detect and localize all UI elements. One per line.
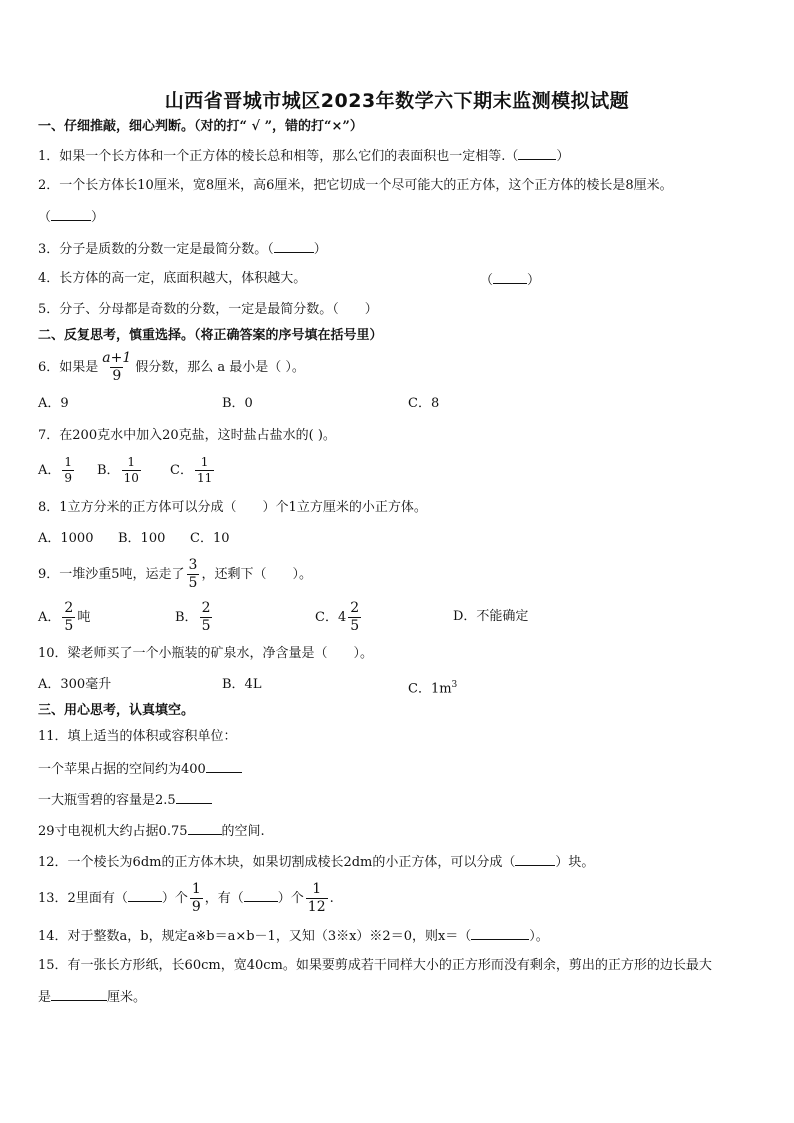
answer-blank[interactable] (274, 239, 314, 253)
question-5: 5．分子、分母都是奇数的分数，一定是最简分数。（ ） (38, 302, 378, 317)
answer-blank[interactable] (493, 270, 527, 284)
section-3-heading: 三、用心思考，认真填空。 (38, 703, 195, 718)
section-2-heading: 二、反复思考，慎重选择。（将正确答案的序号填在括号里） (38, 328, 383, 343)
q9-option-d[interactable]: D．不能确定 (453, 609, 529, 624)
q10-option-b[interactable]: B．4L (222, 677, 262, 692)
fraction: $\frac{2}{5}$ (350, 600, 360, 634)
answer-blank[interactable] (176, 790, 212, 804)
question-2-answer: （ ） (38, 207, 104, 227)
question-3: 3．分子是质数的分数一定是最简分数。（ ） (38, 239, 327, 259)
question-8: 8．1立方分米的正方体可以分成（ ）个1立方厘米的小正方体。 (38, 500, 427, 515)
question-2: 2．一个长方体长10厘米，宽8厘米，高6厘米，把它切成一个尽可能大的正方体，这个正方体的棱长是8厘米。 (38, 178, 673, 193)
question-9: 9．一堆沙重5吨，运走了 $\frac{3}{5}$ ，还剩下（ ）。 (38, 557, 312, 591)
answer-blank[interactable] (471, 926, 529, 940)
section-1-heading: 一、仔细推敲，细心判断。（对的打“ √ ”，错的打“×”） (38, 119, 363, 134)
q8-option-a[interactable]: A．1000 (38, 531, 94, 546)
answer-blank[interactable] (244, 888, 278, 902)
question-15: 15．有一张长方形纸，长60cm，宽40cm。如果要剪成若干同样大小的正方形而没有剩余，剪出的正方形的边长最大 (38, 958, 712, 973)
fraction: $\frac{1}{9}$ (191, 881, 201, 915)
answer-blank[interactable] (51, 207, 91, 221)
q9-option-c[interactable]: C．4 $\frac{2}{5}$ (315, 600, 360, 634)
answer-blank[interactable] (518, 146, 556, 160)
fraction: $\frac{1}{9}$ (64, 455, 73, 485)
q7-option-a[interactable]: A． $\frac{1}{9}$ (38, 455, 73, 485)
q7-option-b[interactable]: B． $\frac{1}{10}$ (97, 455, 139, 485)
fraction: $\frac{1}{12}$ (307, 881, 326, 915)
page-title: 山西省晋城市城区2023年数学六下期末监测模拟试题 (164, 90, 630, 112)
question-6: 6．如果是 $\frac{a+1}{9}$ 假分数，那么 a 最小是（ ）。 (38, 350, 305, 384)
question-11: 11．填上适当的体积或容积单位： (38, 729, 237, 744)
fraction: $\frac{a+1}{9}$ (102, 350, 132, 384)
q7-option-c[interactable]: C． $\frac{1}{11}$ (170, 455, 213, 485)
answer-blank[interactable] (128, 888, 162, 902)
q10-option-a[interactable]: A．300毫升 (38, 677, 112, 692)
q10-option-c[interactable]: C．$1m^3$ (408, 680, 458, 697)
fraction: $\frac{3}{5}$ (188, 557, 198, 591)
question-12: 12．一个棱长为6dm的正方体木块，如果切割成棱长2dm的小正方体，可以分成（ ）块。 (38, 852, 594, 872)
q6-option-b[interactable]: B．0 (222, 396, 253, 411)
q6-option-a[interactable]: A．9 (38, 396, 69, 411)
q8-option-c[interactable]: C．10 (190, 531, 230, 546)
q6-option-c[interactable]: C．8 (408, 396, 440, 411)
fraction: $\frac{1}{11}$ (196, 455, 213, 485)
answer-blank[interactable] (206, 759, 242, 773)
fraction: $\frac{1}{10}$ (123, 455, 139, 485)
question-14: 14．对于整数a，b，规定a※b＝a×b－1，又知（3※x）※2＝0，则x＝（ ）。 (38, 926, 549, 946)
question-4-answer: （ ） (480, 270, 540, 290)
q8-option-b[interactable]: B．100 (118, 531, 166, 546)
question-11-line-2: 一大瓶雪碧的容量是2.5 (38, 790, 212, 810)
question-7: 7．在200克水中加入20克盐，这时盐占盐水的( )。 (38, 428, 336, 443)
answer-blank[interactable] (188, 821, 222, 835)
fraction: $\frac{2}{5}$ (201, 600, 211, 634)
q9-option-a[interactable]: A． $\frac{2}{5}$ 吨 (38, 600, 91, 634)
question-15-line-2: 是 厘米。 (38, 987, 146, 1007)
question-13: 13．2里面有（ ）个 $\frac{1}{9}$ ，有（ ）个 $\frac{1}{12}$ . (38, 881, 334, 915)
question-4: 4．长方体的高一定，底面积越大，体积越大。 (38, 271, 307, 286)
question-10: 10．梁老师买了一个小瓶装的矿泉水，净含量是（ ）。 (38, 646, 374, 661)
q9-option-b[interactable]: B． $\frac{2}{5}$ (175, 600, 211, 634)
fraction: $\frac{2}{5}$ (64, 600, 74, 634)
question-11-line-1: 一个苹果占据的空间约为400 (38, 759, 242, 779)
question-1: 1．如果一个长方体和一个正方体的棱长总和相等，那么它们的表面积也一定相等.（ ） (38, 146, 569, 166)
question-11-line-3: 29寸电视机大约占据0.75 的空间. (38, 821, 265, 841)
answer-blank[interactable] (51, 987, 107, 1001)
answer-blank[interactable] (515, 852, 555, 866)
